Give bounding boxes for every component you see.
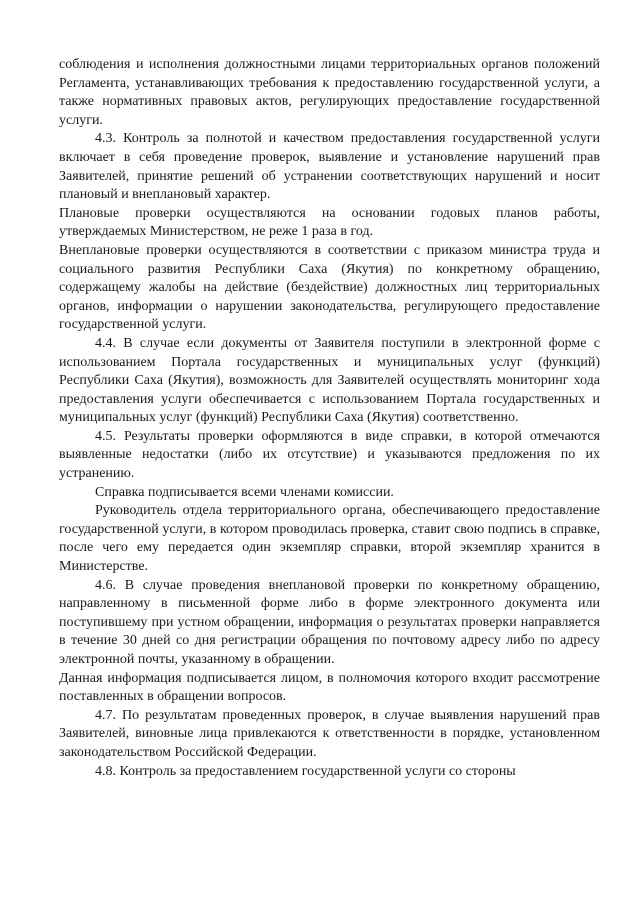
document-page <box>59 56 600 781</box>
paragraph-information-signed: Данная информация подписывается лицом, в полномочия которого входит рассмотрение поставленных в обращении вопросов. <box>59 670 600 705</box>
paragraph-4-4: 4.4. В случае если документы от Заявителя поступили в электронной форме с использованием Портала государственных и муниципальных услуг (функций) Республики Саха (Якутия), возможность для Заявителей осуществлять мониторинг хода предоставления услуги обеспечивается с использованием Портала государственных и муниципальных услуг (функций) Республики Саха (Якутия) соответственно. <box>59 335 600 426</box>
paragraph-planned-inspections: Плановые проверки осуществляются на основании годовых планов работы, утверждаемых Министерством, не реже 1 раза в год. <box>59 205 600 240</box>
paragraph-unplanned-inspections: Внеплановые проверки осуществляются в соответствии с приказом министра труда и социального развития Республики Саха (Якутия) по конкретному обращению, содержащему жалобы на действие (бездействие) должностных лиц территориальных органов, информации о нарушении законодательства, регулирующего предоставление государственной услуги. <box>59 242 600 333</box>
paragraph-regulation-compliance: соблюдения и исполнения должностными лицами территориальных органов положений Регламента, устанавливающих требования к предоставлению государственной услуги, а также нормативных правовых актов, регулирующих предоставление государственной услуги. <box>59 57 600 128</box>
paragraph-certificate-signed: Справка подписывается всеми членами комиссии. <box>95 484 394 500</box>
paragraph-4-7: 4.7. По результатам проведенных проверок, в случае выявления нарушений прав Заявителей, виновные лица привлекаются к ответственности в порядке, установленном законодательством Российской Федерации. <box>59 707 600 760</box>
paragraph-department-head: Руководитель отдела территориального органа, обеспечивающего предоставление государственной услуги, в котором проводилась проверка, ставит свою подпись в справке, после чего ему передается один экземпляр справки, второй экземпляр хранится в Министерстве. <box>59 503 600 575</box>
paragraph-4-8: 4.8. Контроль за предоставлением государственной услуги со стороны <box>95 763 516 779</box>
paragraph-4-3: 4.3. Контроль за полнотой и качеством предоставления государственной услуги включает в себя проведение проверок, выявление и установление нарушений прав Заявителей, принятие решений об устранении соответствующих нарушений и носит плановый и внеплановый характер. <box>59 131 600 203</box>
paragraph-4-5: 4.5. Результаты проверки оформляются в виде справки, в которой отмечаются выявленные недостатки (либо их отсутствие) и указываются предложения по их устранению. <box>59 428 600 482</box>
paragraph-4-6: 4.6. В случае проведения внеплановой проверки по конкретному обращению, направленному в письменной форме либо в форме электронного документа или поступившему при устном обращении, информация о результатах проверки направляется в течение 30 дней со дня регистрации обращения по почтовому адресу либо по адресу электронной почты, указанному в обращении. <box>59 577 600 667</box>
